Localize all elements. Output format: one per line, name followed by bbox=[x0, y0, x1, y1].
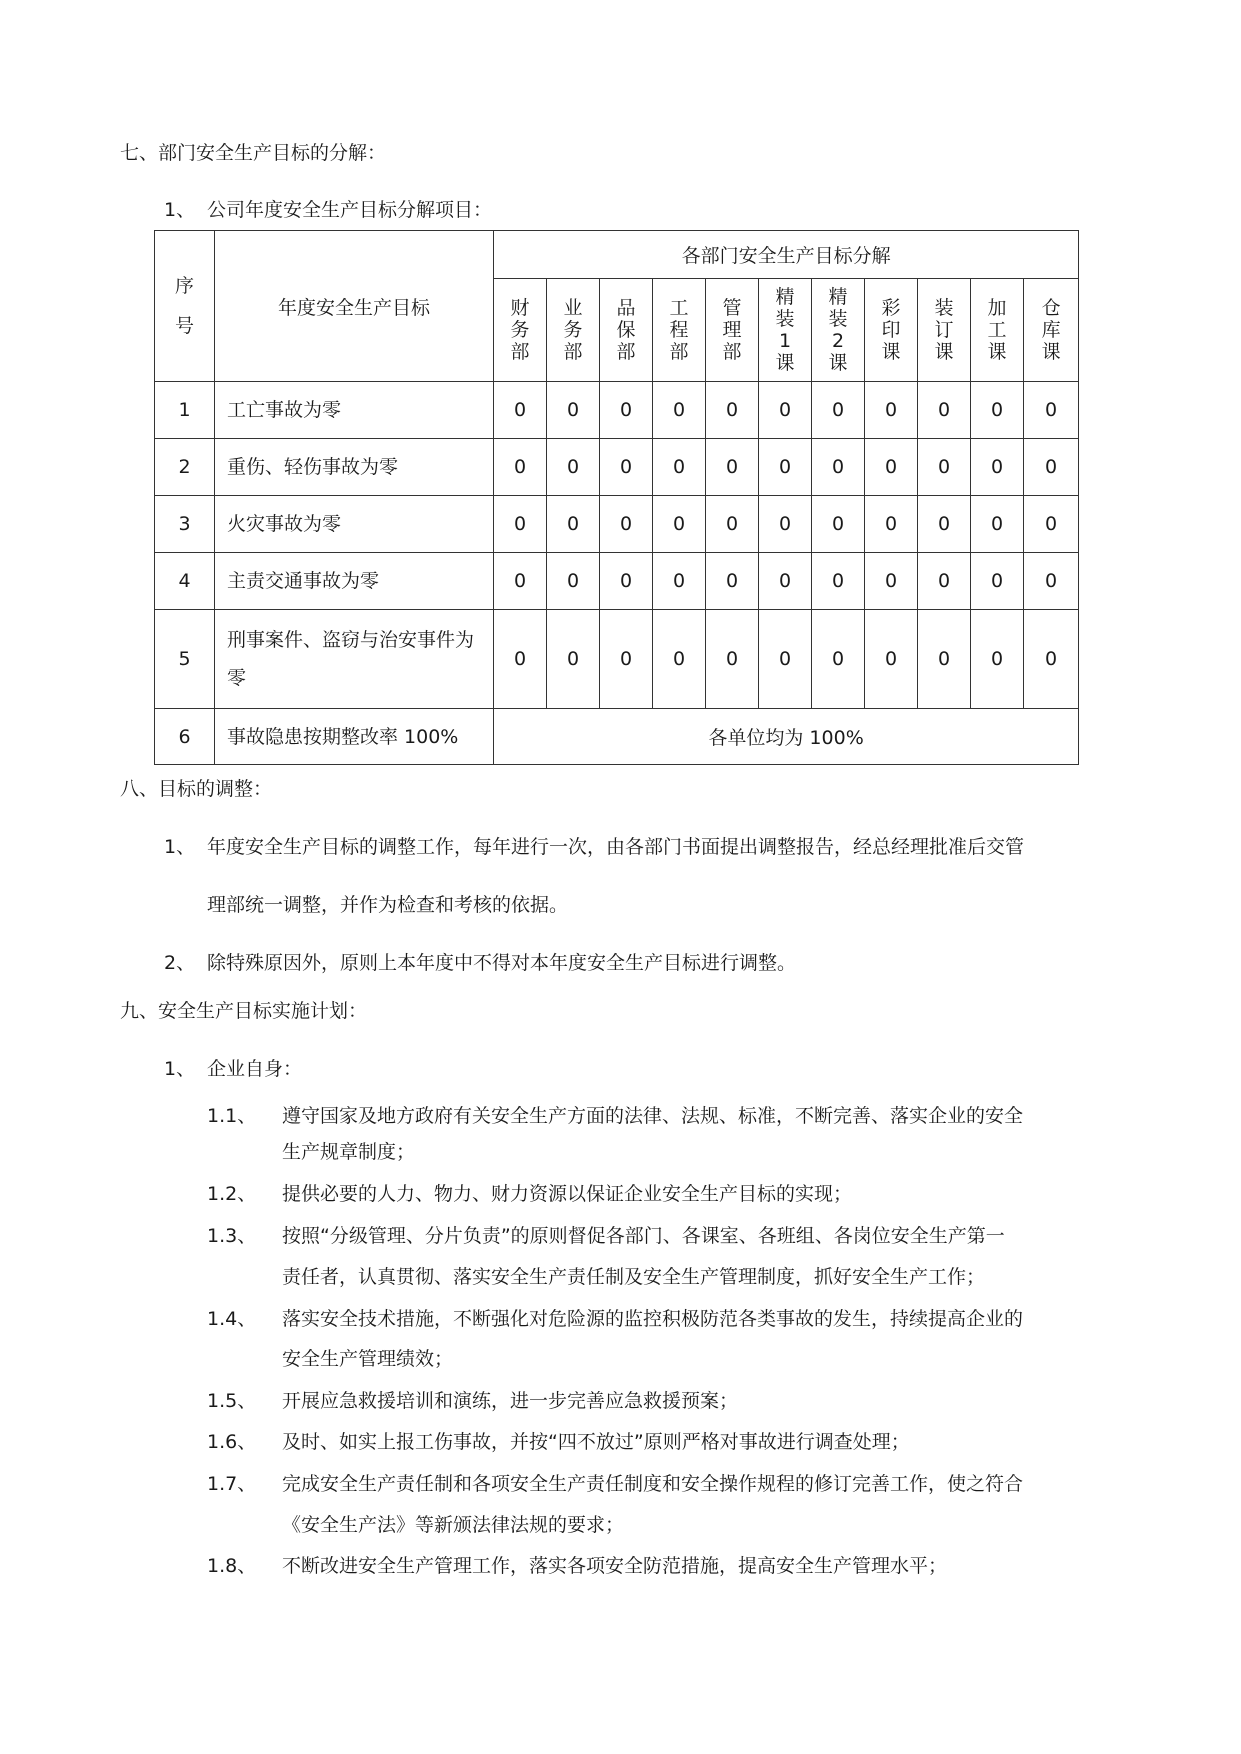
row-value: 0 bbox=[600, 553, 653, 610]
subitem-number: 1.1、 bbox=[207, 1105, 257, 1127]
header-goal: 年度安全生产目标 bbox=[215, 231, 494, 382]
section9-heading: 九、安全生产目标实施计划： bbox=[120, 1000, 368, 1022]
row-goal: 刑事案件、盗窃与治安事件为零 bbox=[215, 610, 494, 709]
subitem-line: 生产规章制度； bbox=[282, 1141, 416, 1163]
subitem-line: 遵守国家及地方政府有关安全生产方面的法律、法规、标准，不断完善、落实企业的安全 bbox=[282, 1105, 1024, 1127]
row-value: 0 bbox=[653, 553, 706, 610]
row-value: 0 bbox=[494, 496, 547, 553]
row-seq: 4 bbox=[155, 553, 215, 610]
row-value: 0 bbox=[759, 610, 812, 709]
row-value: 0 bbox=[865, 553, 918, 610]
dept-header: 加工课 bbox=[971, 279, 1024, 382]
subitem-number: 1.2、 bbox=[207, 1183, 257, 1205]
row-value: 0 bbox=[1024, 496, 1079, 553]
subitem-line: 及时、如实上报工伤事故，并按“四不放过”原则严格对事故进行调查处理； bbox=[282, 1431, 910, 1453]
goals-table bbox=[154, 230, 1079, 765]
table-row bbox=[155, 553, 1079, 610]
row-value: 0 bbox=[494, 610, 547, 709]
row-value: 0 bbox=[971, 439, 1024, 496]
row-seq: 5 bbox=[155, 610, 215, 709]
row-value: 0 bbox=[547, 496, 600, 553]
header-department-group: 各部门安全生产目标分解 bbox=[494, 231, 1079, 279]
row-value: 0 bbox=[1024, 553, 1079, 610]
table-row bbox=[155, 382, 1079, 439]
row-value: 0 bbox=[653, 439, 706, 496]
row-value: 0 bbox=[653, 382, 706, 439]
row-value: 0 bbox=[706, 496, 759, 553]
row-goal: 重伤、轻伤事故为零 bbox=[215, 439, 494, 496]
table-row-last bbox=[155, 709, 1079, 765]
subitem-number: 1.6、 bbox=[207, 1431, 257, 1453]
row-value: 0 bbox=[547, 610, 600, 709]
section8-item1-line1: 年度安全生产目标的调整工作，每年进行一次，由各部门书面提出调整报告，经总经理批准后交管 bbox=[207, 836, 1025, 858]
subitem-number: 1.3、 bbox=[207, 1225, 257, 1247]
subitem-line: 落实安全技术措施，不断强化对危险源的监控积极防范各类事故的发生，持续提高企业的 bbox=[282, 1308, 1024, 1330]
dept-header: 精装1课 bbox=[759, 279, 812, 382]
row-value: 0 bbox=[494, 382, 547, 439]
section8-item1-number: 1、 bbox=[164, 836, 196, 858]
dept-header: 品保部 bbox=[600, 279, 653, 382]
subitem-number: 1.8、 bbox=[207, 1555, 257, 1577]
table-row bbox=[155, 439, 1079, 496]
row-seq: 6 bbox=[155, 709, 215, 765]
subitem-number: 1.7、 bbox=[207, 1473, 257, 1495]
row-goal: 事故隐患按期整改率 100% bbox=[215, 709, 494, 765]
row-value: 0 bbox=[547, 382, 600, 439]
row-value: 0 bbox=[759, 496, 812, 553]
row-value: 0 bbox=[918, 496, 971, 553]
row-value: 0 bbox=[1024, 439, 1079, 496]
section9-item1-text: 企业自身： bbox=[207, 1058, 303, 1080]
row-value: 0 bbox=[918, 439, 971, 496]
row-value: 0 bbox=[971, 496, 1024, 553]
dept-header: 仓库课 bbox=[1024, 279, 1079, 382]
row-value: 0 bbox=[1024, 610, 1079, 709]
row-value: 0 bbox=[706, 439, 759, 496]
row-value: 0 bbox=[812, 610, 865, 709]
row-goal: 火灾事故为零 bbox=[215, 496, 494, 553]
section7-item1-text: 公司年度安全生产目标分解项目： bbox=[207, 199, 493, 221]
row-value: 0 bbox=[759, 553, 812, 610]
row-value: 0 bbox=[865, 439, 918, 496]
row-value: 0 bbox=[971, 553, 1024, 610]
subitem-number: 1.4、 bbox=[207, 1308, 257, 1330]
section8-item1-line2: 理部统一调整，并作为检查和考核的依据。 bbox=[207, 894, 569, 916]
row-value: 0 bbox=[706, 382, 759, 439]
row-value: 0 bbox=[600, 382, 653, 439]
section8-item2-number: 2、 bbox=[164, 952, 196, 974]
row-value: 0 bbox=[494, 439, 547, 496]
row-goal: 主责交通事故为零 bbox=[215, 553, 494, 610]
row-value: 0 bbox=[600, 439, 653, 496]
subitem-line: 《安全生产法》等新颁法律法规的要求； bbox=[282, 1514, 625, 1536]
dept-header: 工程部 bbox=[653, 279, 706, 382]
subitem-line: 完成安全生产责任制和各项安全生产责任制度和安全操作规程的修订完善工作，使之符合 bbox=[282, 1473, 1024, 1495]
row-value: 0 bbox=[918, 382, 971, 439]
row-value: 0 bbox=[971, 382, 1024, 439]
dept-header: 彩印课 bbox=[865, 279, 918, 382]
row-value: 0 bbox=[759, 439, 812, 496]
section7-item1-number: 1、 bbox=[164, 199, 196, 221]
dept-header: 业务部 bbox=[547, 279, 600, 382]
subitem-line: 开展应急救援培训和演练，进一步完善应急救援预案； bbox=[282, 1390, 739, 1412]
row-goal: 工亡事故为零 bbox=[215, 382, 494, 439]
section8-item2-text: 除特殊原因外，原则上本年度中不得对本年度安全生产目标进行调整。 bbox=[207, 952, 797, 974]
subitem-line: 责任者，认真贯彻、落实安全生产责任制及安全生产管理制度，抓好安全生产工作； bbox=[282, 1266, 986, 1288]
table-row bbox=[155, 496, 1079, 553]
row-value: 0 bbox=[1024, 382, 1079, 439]
subitem-line: 安全生产管理绩效； bbox=[282, 1348, 454, 1370]
subitem-number: 1.5、 bbox=[207, 1390, 257, 1412]
dept-header: 装订课 bbox=[918, 279, 971, 382]
row-value: 0 bbox=[971, 610, 1024, 709]
subitem-line: 不断改进安全生产管理工作，落实各项安全防范措施，提高安全生产管理水平； bbox=[282, 1555, 948, 1577]
row-value: 0 bbox=[600, 610, 653, 709]
row-value: 0 bbox=[918, 610, 971, 709]
row-value: 0 bbox=[547, 553, 600, 610]
row-seq: 2 bbox=[155, 439, 215, 496]
section9-item1-number: 1、 bbox=[164, 1058, 196, 1080]
row-seq: 1 bbox=[155, 382, 215, 439]
dept-header: 财务部 bbox=[494, 279, 547, 382]
row-value: 0 bbox=[706, 553, 759, 610]
row-merged-value: 各单位均为 100% bbox=[494, 709, 1079, 765]
row-value: 0 bbox=[653, 496, 706, 553]
row-value: 0 bbox=[706, 610, 759, 709]
header-seq: 序号 bbox=[155, 231, 215, 382]
row-value: 0 bbox=[812, 382, 865, 439]
row-value: 0 bbox=[547, 439, 600, 496]
row-value: 0 bbox=[812, 496, 865, 553]
row-value: 0 bbox=[865, 610, 918, 709]
row-value: 0 bbox=[865, 496, 918, 553]
table-row bbox=[155, 610, 1079, 709]
row-value: 0 bbox=[918, 553, 971, 610]
subitem-line: 提供必要的人力、物力、财力资源以保证企业安全生产目标的实现； bbox=[282, 1183, 853, 1205]
section8-heading: 八、目标的调整： bbox=[120, 778, 273, 800]
subitem-line: 按照“分级管理、分片负责”的原则督促各部门、各课室、各班组、各岗位安全生产第一 bbox=[282, 1225, 1005, 1247]
row-value: 0 bbox=[759, 382, 812, 439]
dept-header: 管理部 bbox=[706, 279, 759, 382]
row-seq: 3 bbox=[155, 496, 215, 553]
row-value: 0 bbox=[865, 382, 918, 439]
row-value: 0 bbox=[653, 610, 706, 709]
dept-header: 精装2课 bbox=[812, 279, 865, 382]
row-value: 0 bbox=[600, 496, 653, 553]
row-value: 0 bbox=[812, 553, 865, 610]
section7-heading: 七、部门安全生产目标的分解： bbox=[120, 142, 387, 164]
row-value: 0 bbox=[494, 553, 547, 610]
row-value: 0 bbox=[812, 439, 865, 496]
